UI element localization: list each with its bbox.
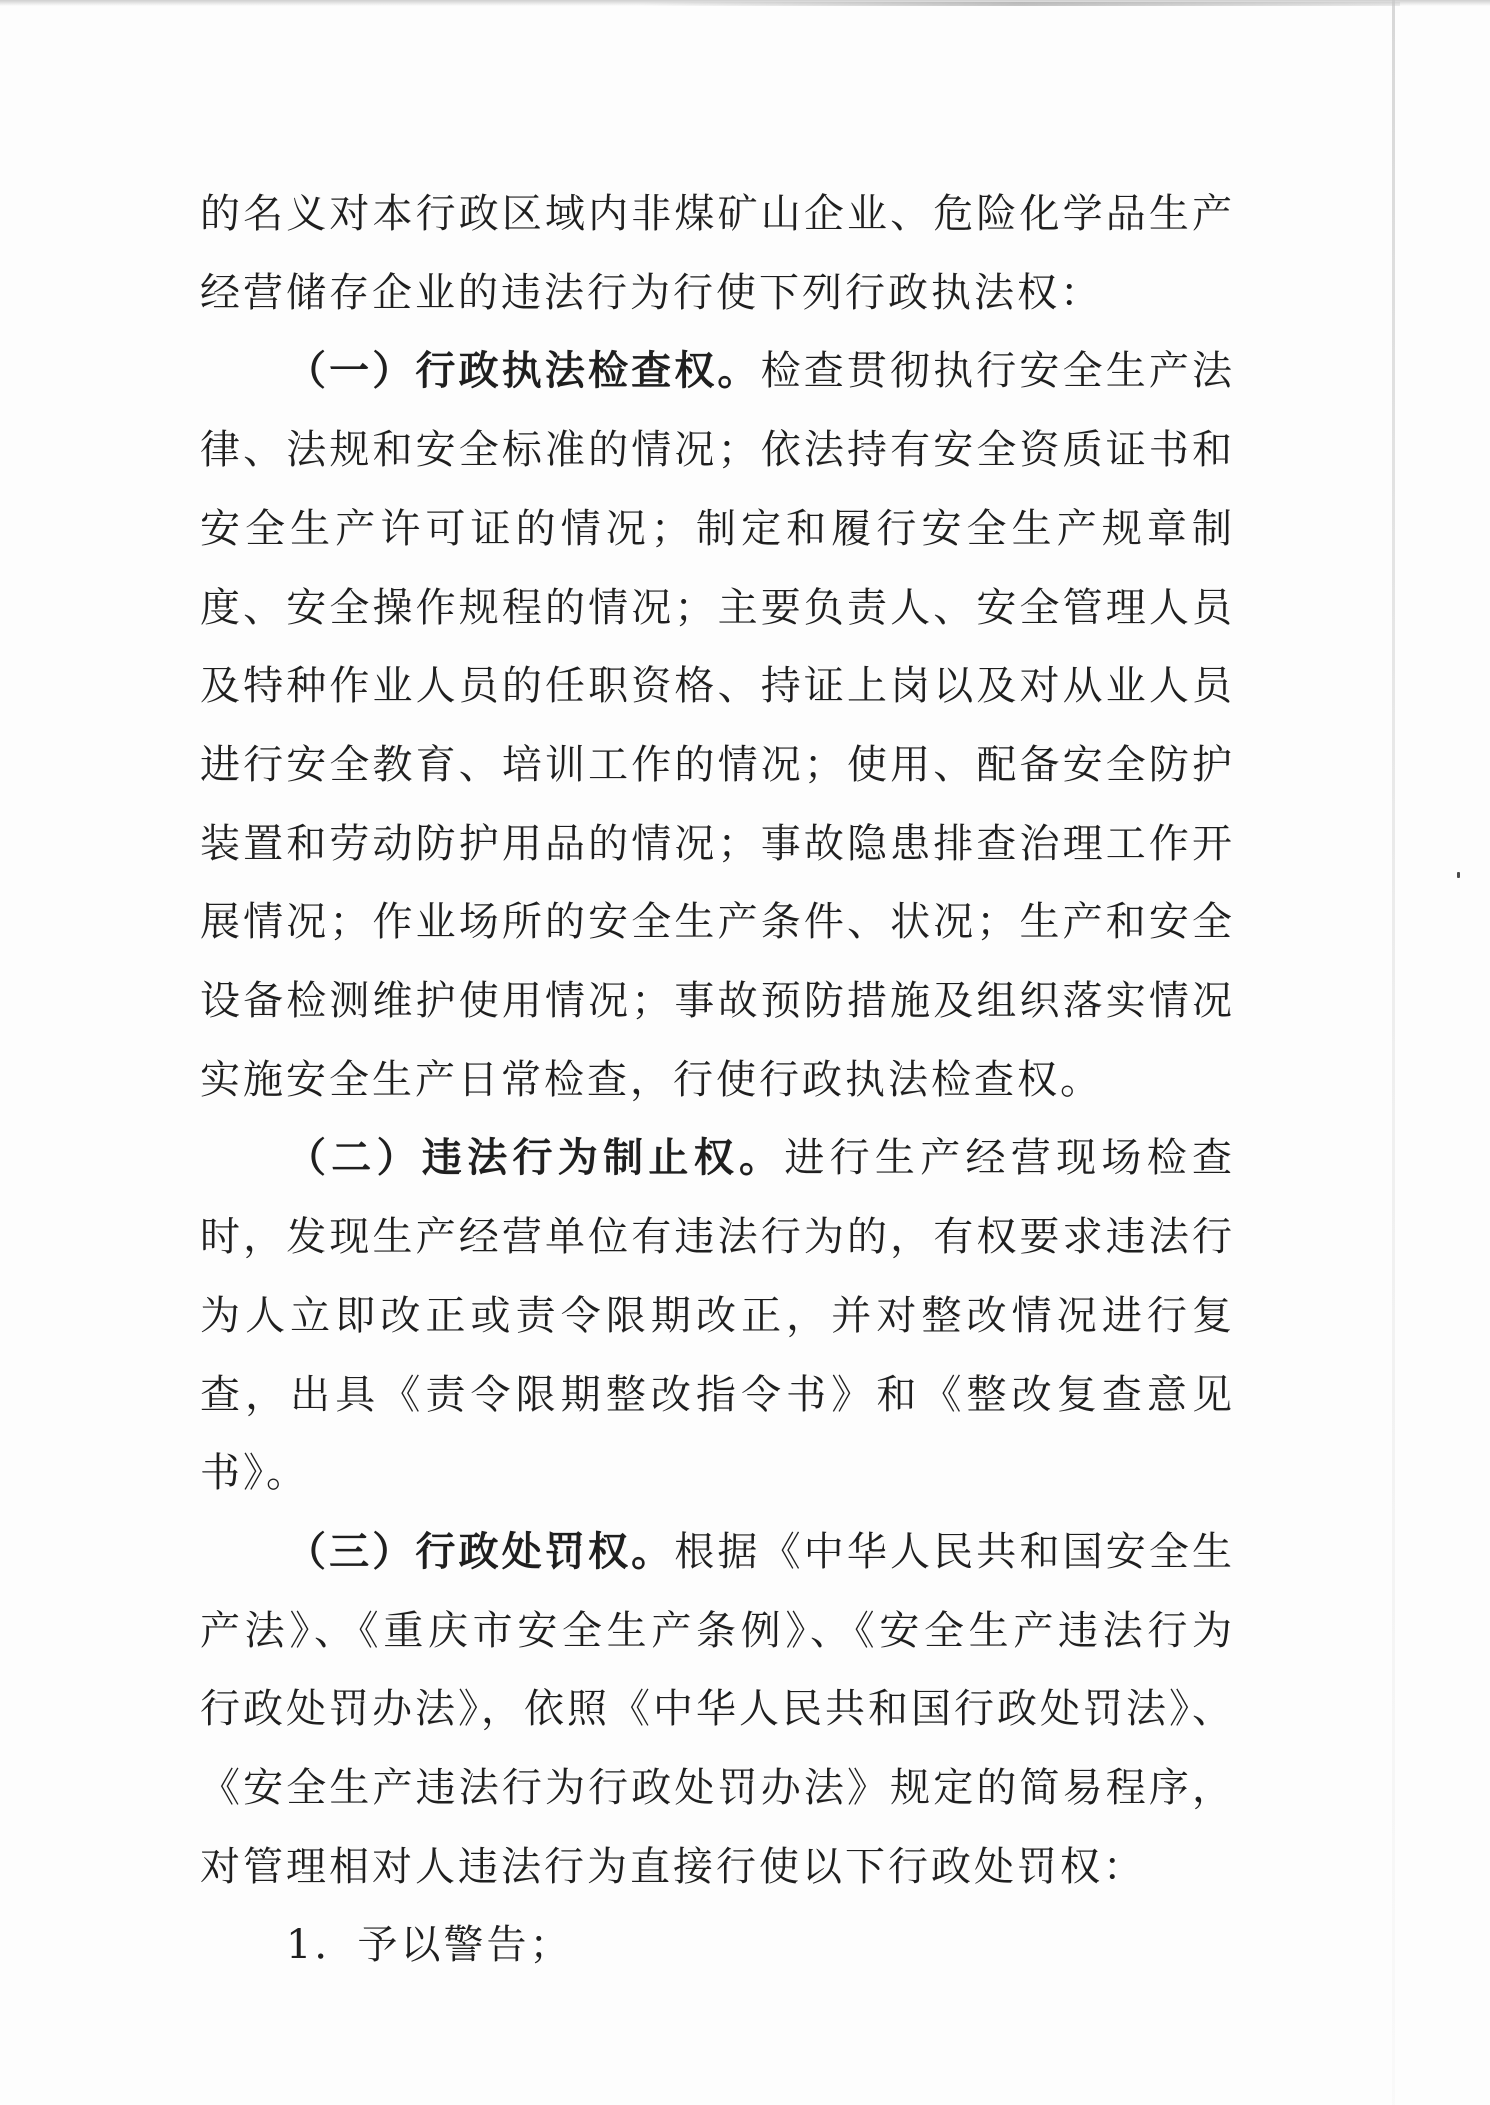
paragraph-intro-text: 的名义对本行政区域内非煤矿山企业、危险化学品生产经营储存企业的违法行为行使下列行政执法权： (200, 191, 1235, 316)
paragraph-item-warning (200, 1906, 1235, 1985)
paragraph-stop-violation-power-heading: （二）违法行为制止权。 (286, 1134, 785, 1182)
paragraph-inspection-power-text: 检查贯彻执行安全生产法律、法规和安全标准的情况；依法持有安全资质证书和安全生产许可证的情况；制定和履行安全生产规章制度、安全操作规程的情况；主要负责人、安全管理人员及特种作业人员的任职资格、持证上岗以及对从业人员进行安全教育、培训工作的情况；使用、配备安全防护装置和劳动防护用品的情况；事故隐患排查治理工作开展情况；作业场所的安全生产条件、状况；生产和安全设备检测维护使用情况；事故预防措施及组织落实情况实施安全生产日常检查，行使行政执法检查权。 (200, 348, 1236, 1103)
paragraph-inspection-power-heading: （一）行政执法检查权。 (286, 347, 761, 395)
paragraph-penalty-power (200, 1513, 1235, 1907)
paragraph-stop-violation-power-text: 进行生产经营现场检查时，发现生产经营单位有违法行为的，有权要求违法行为人立即改正或责令限期改正，并对整改情况进行复查，出具《责令限期整改指令书》和《整改复查意见书》。 (200, 1135, 1236, 1497)
paragraph-intro (200, 175, 1235, 332)
paragraph-penalty-power-text: 根据《中华人民共和国安全生产法》、《重庆市安全生产条例》、《安全生产违法行为行政处罚办法》，依照《中华人民共和国行政处罚法》、《安全生产违法行为行政处罚办法》规定的简易程序，对管理相对人违法行为直接行使以下行政处罚权： (200, 1528, 1236, 1890)
scan-speck (1457, 872, 1460, 878)
paragraph-stop-violation-power (200, 1119, 1235, 1513)
paragraph-inspection-power (200, 332, 1235, 1119)
scan-top-shadow (640, 2, 1400, 6)
scan-right-edge (1392, 0, 1395, 2105)
document-body (200, 175, 1235, 1985)
paragraph-item-warning-text: 1．予以警告； (286, 1922, 573, 1969)
paragraph-penalty-power-heading: （三）行政处罚权。 (286, 1527, 675, 1575)
